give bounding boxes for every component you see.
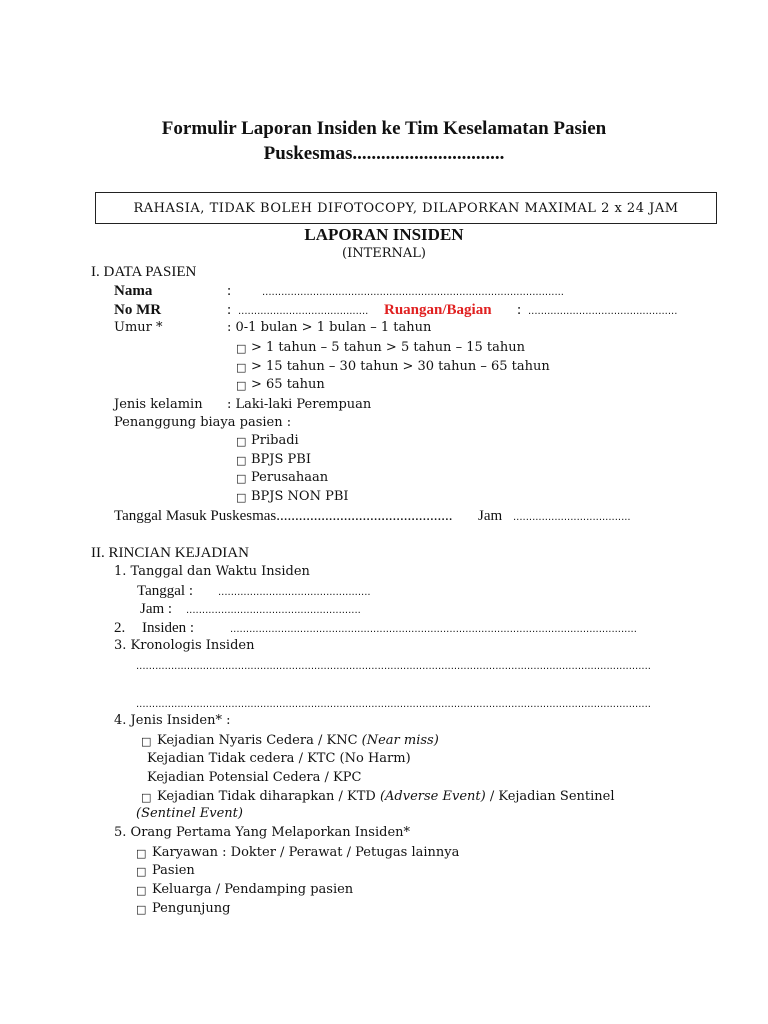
confidential-notice-text: RAHASIA, TIDAK BOLEH DIFOTOCOPY, DILAPORKAN MAXIMAL 2 x 24 JAM [133, 200, 679, 216]
form-title: Formulir Laporan Insiden ke Tim Keselamatan Pasien [161, 118, 607, 139]
jenis-ktc: Kejadian Tidak cedera / KTC (No Harm) [147, 751, 411, 766]
checkbox-icon[interactable]: □ [236, 491, 247, 504]
checkbox-icon[interactable]: □ [236, 472, 247, 485]
umur-option-4: > 65 tahun [251, 377, 325, 392]
section-data-pasien: I. DATA PASIEN [91, 264, 197, 280]
item-pelapor: 5. Orang Pertama Yang Melaporkan Insiden* [114, 825, 411, 840]
checkbox-icon[interactable]: □ [236, 435, 247, 448]
checkbox-icon[interactable]: □ [136, 903, 147, 916]
item-insiden-number: 2. [114, 620, 126, 636]
checkbox-icon[interactable]: □ [136, 884, 147, 897]
penanggung-biaya-label: Penanggung biaya pasien : [114, 415, 292, 430]
kronologis-line-2[interactable]: .................................................................................................................................................................. [136, 699, 651, 710]
jenis-kelamin-label: Jenis kelamin [114, 397, 203, 412]
checkbox-icon[interactable]: □ [136, 865, 147, 878]
pelapor-keluarga: Keluarga / Pendamping pasien [152, 882, 354, 897]
nomr-colon: : [227, 302, 232, 318]
jenis-kelamin-options: : Laki-laki Perempuan [227, 397, 372, 412]
nomr-field[interactable]: ......................................... [238, 306, 369, 317]
checkbox-icon[interactable]: □ [141, 791, 152, 804]
jenis-knc-text: Kejadian Nyaris Cedera / KNC [157, 733, 362, 748]
checkbox-icon[interactable]: □ [141, 735, 152, 748]
insiden-field[interactable]: ................................................................................................................................ [230, 624, 637, 635]
report-title: LAPORAN INSIDEN [304, 225, 464, 244]
jam-masuk-label: Jam [478, 508, 503, 524]
biaya-option-pribadi: Pribadi [251, 433, 299, 448]
jenis-knc-english: (Near miss) [361, 733, 439, 748]
checkbox-icon[interactable]: □ [236, 379, 247, 392]
item-tanggal-waktu: 1. Tanggal dan Waktu Insiden [114, 564, 310, 579]
form-subtitle: Puskesmas................................ [263, 143, 505, 164]
checkbox-icon[interactable]: □ [136, 847, 147, 860]
jam-masuk-field[interactable]: ..................................... [513, 512, 631, 523]
nama-colon: : [227, 283, 232, 299]
pelapor-karyawan: Karyawan : Dokter / Perawat / Petugas lainnya [152, 845, 460, 860]
report-subtitle: (INTERNAL) [342, 246, 426, 261]
biaya-option-perusahaan: Perusahaan [251, 470, 329, 485]
jam-insiden-label: Jam : [140, 601, 173, 617]
insiden-label: Insiden : [142, 620, 195, 636]
section-rincian-kejadian: II. RINCIAN KEJADIAN [91, 545, 249, 561]
nama-label: Nama [114, 283, 153, 299]
ruangan-label: Ruangan/Bagian [384, 302, 492, 318]
item-jenis-insiden: 4. Jenis Insiden* : [114, 713, 231, 728]
checkbox-icon[interactable]: □ [236, 361, 247, 374]
pelapor-pasien: Pasien [152, 863, 195, 878]
pelapor-pengunjung: Pengunjung [152, 901, 231, 916]
checkbox-icon[interactable]: □ [236, 454, 247, 467]
kronologis-line-1[interactable]: .................................................................................................................................................................. [136, 661, 651, 672]
biaya-option-bpjs-pbi: BPJS PBI [251, 452, 311, 467]
jenis-kpc: Kejadian Potensial Cedera / KPC [147, 770, 362, 785]
jenis-sentinel-english: (Sentinel Event) [136, 806, 243, 821]
nama-field[interactable]: ............................................................................................... [262, 287, 564, 298]
umur-label: Umur * [114, 320, 163, 335]
ruangan-field[interactable]: ............................................... [528, 306, 678, 317]
jenis-ktd [157, 789, 615, 804]
jenis-ktd-text: Kejadian Tidak diharapkan / KTD [157, 789, 380, 804]
tanggal-insiden-label: Tanggal : [137, 583, 194, 599]
jenis-knc [157, 733, 439, 748]
tanggal-masuk-field[interactable]: Tanggal Masuk Puskesmas............................................... [114, 508, 453, 524]
jenis-ktd-sentinel: / Kejadian Sentinel [485, 789, 615, 804]
umur-option-1: : 0-1 bulan > 1 bulan – 1 tahun [227, 320, 432, 335]
umur-option-2: > 1 tahun – 5 tahun > 5 tahun – 15 tahun [251, 340, 525, 355]
nomr-label: No MR [114, 302, 162, 318]
jam-insiden-field[interactable]: ....................................................... [186, 605, 361, 616]
biaya-option-bpjs-non-pbi: BPJS NON PBI [251, 489, 349, 504]
checkbox-icon[interactable]: □ [236, 342, 247, 355]
item-kronologis: 3. Kronologis Insiden [114, 638, 255, 653]
confidential-notice [95, 192, 717, 224]
tanggal-insiden-field[interactable]: ................................................ [218, 587, 371, 598]
ruangan-colon: : [517, 302, 522, 318]
jenis-ktd-english: (Adverse Event) [379, 789, 486, 804]
umur-option-3: > 15 tahun – 30 tahun > 30 tahun – 65 tahun [251, 359, 550, 374]
